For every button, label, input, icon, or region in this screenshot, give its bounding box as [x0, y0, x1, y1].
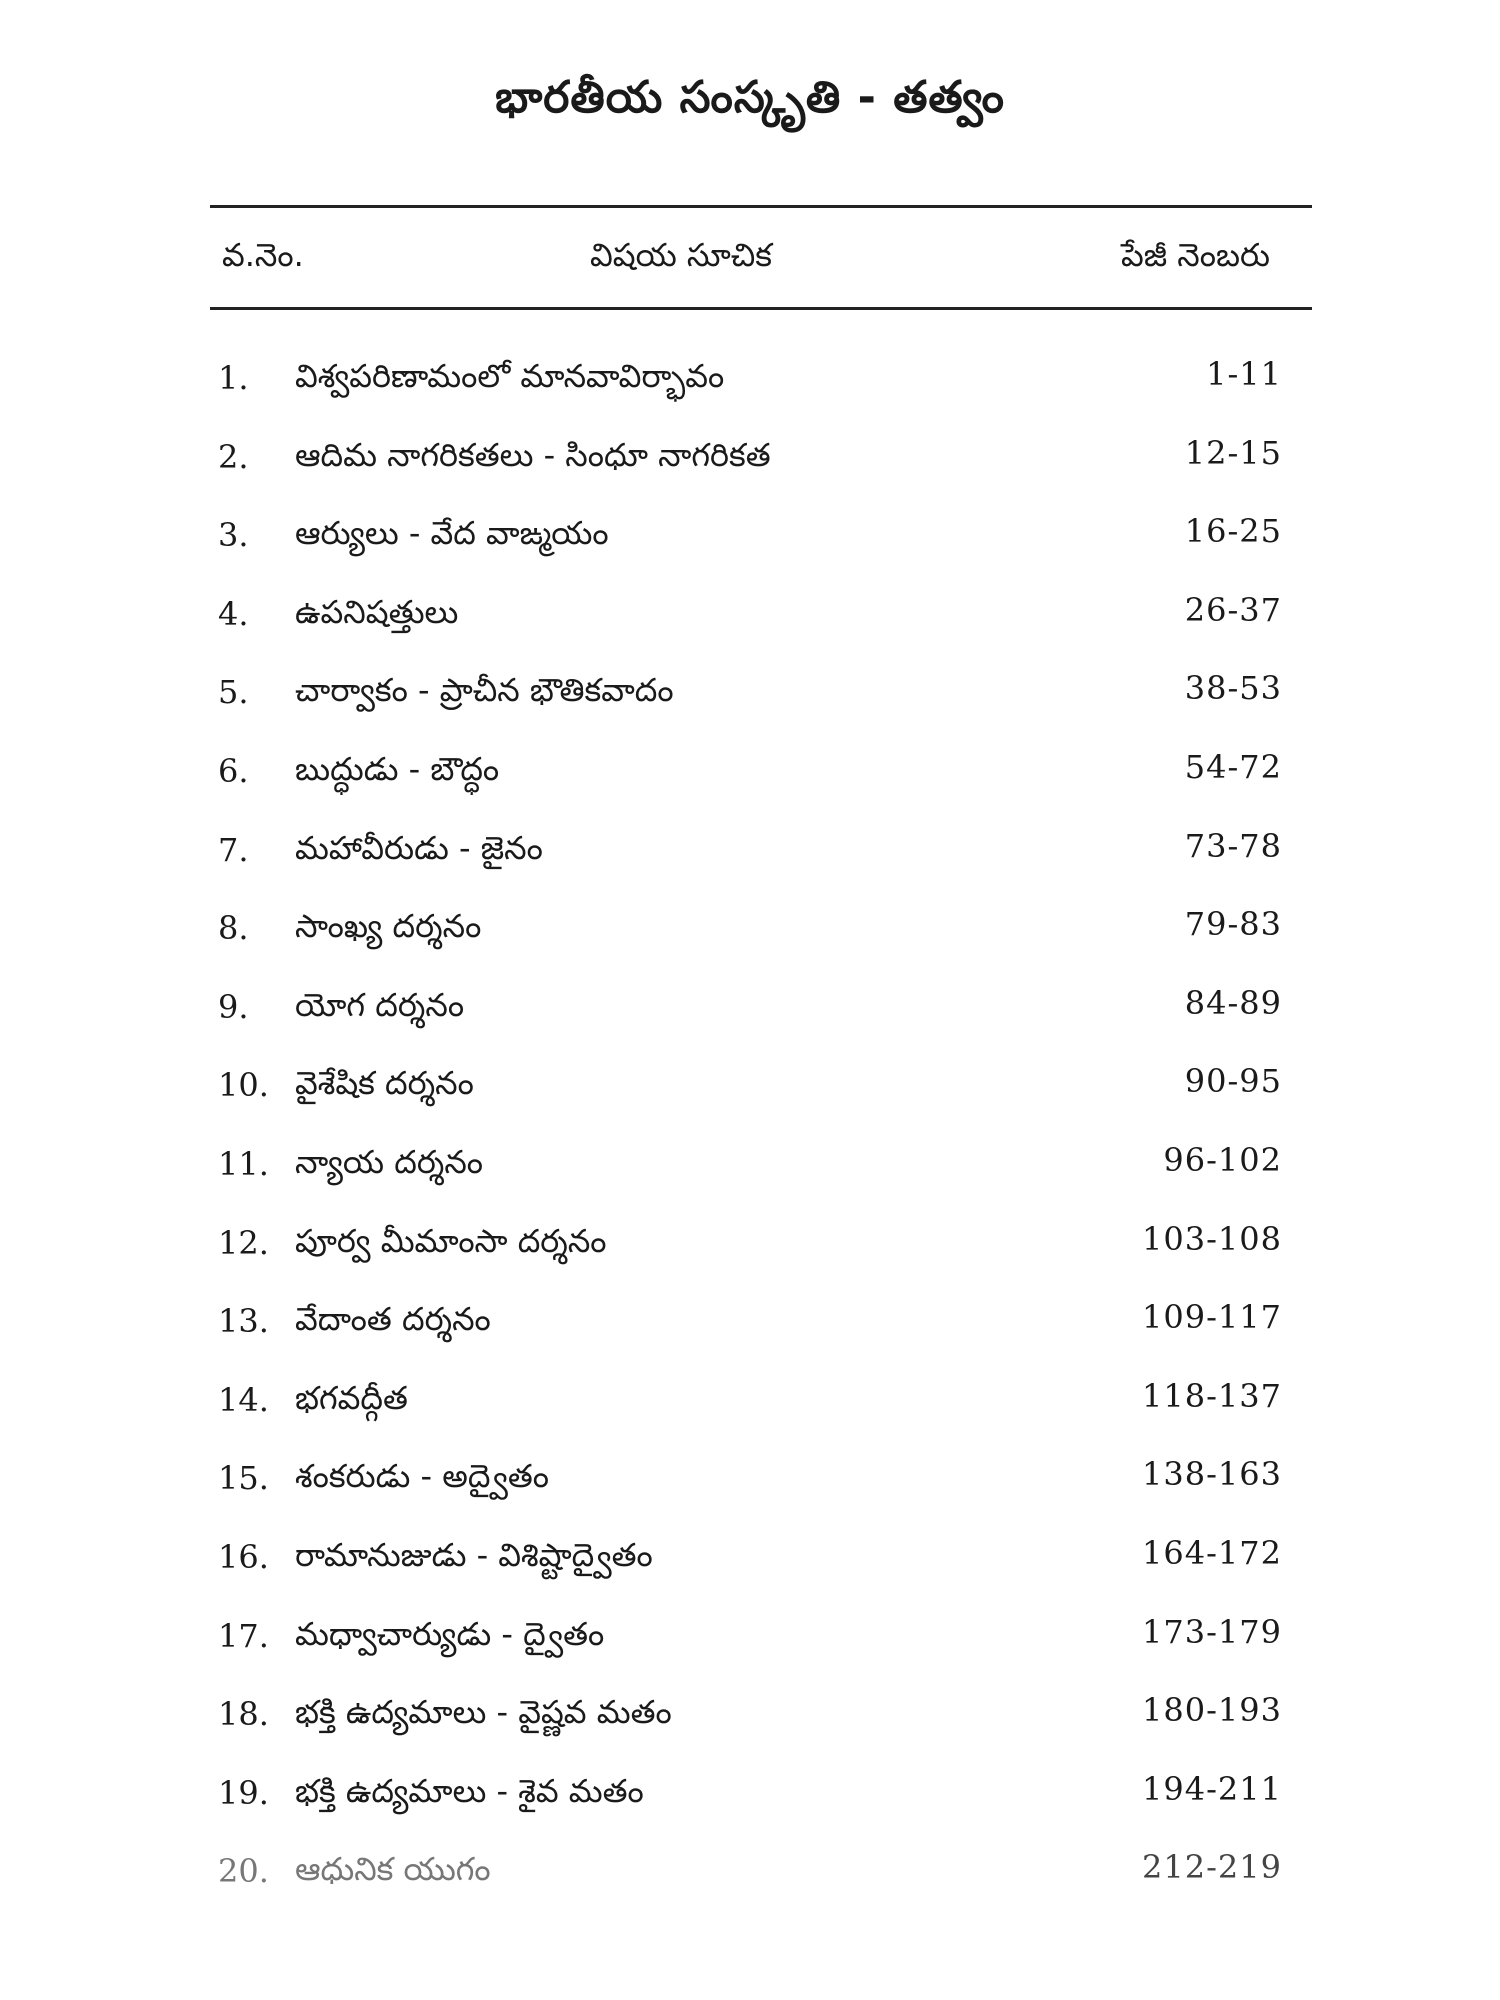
entry-topic: వేదాంత దర్శనం — [295, 1300, 491, 1339]
list-item — [0, 1131, 1500, 1210]
entry-topic: న్యాయ దర్శనం — [295, 1142, 484, 1181]
entry-number: 18. — [218, 1695, 269, 1734]
entry-topic: రామానుజుడు - విశిష్టాద్వైతం — [295, 1535, 653, 1574]
list-item — [0, 424, 1500, 503]
entry-number: 20. — [218, 1852, 269, 1891]
entry-number: 14. — [218, 1380, 269, 1419]
entry-number: 16. — [218, 1537, 269, 1576]
header-topic: విషయ సూచిక — [590, 236, 772, 274]
entry-number: 15. — [218, 1459, 269, 1498]
header-top-rule — [210, 205, 1312, 208]
list-item — [0, 1210, 1500, 1289]
entry-topic: విశ్వపరిణామంలో మానవావిర్భావం — [295, 357, 725, 395]
entry-pages: 180-193 — [1142, 1691, 1282, 1730]
entry-topic: శంకరుడు - అద్వైతం — [295, 1457, 549, 1496]
entry-number: 5. — [218, 673, 249, 712]
entry-topic: మహావీరుడు - జైనం — [295, 828, 543, 867]
entry-topic: ఉపనిషత్తులు — [295, 592, 459, 631]
entry-pages: 90-95 — [1184, 1062, 1282, 1101]
table-header — [0, 236, 1500, 286]
entry-number: 10. — [218, 1066, 269, 1105]
entry-number: 3. — [218, 516, 249, 555]
entry-topic: భక్తి ఉద్యమాలు - శైవ మతం — [295, 1771, 644, 1810]
list-item — [0, 738, 1500, 817]
list-item — [0, 1367, 1500, 1446]
entry-pages: 103-108 — [1142, 1219, 1282, 1258]
entry-pages: 118-137 — [1142, 1376, 1282, 1415]
entry-topic: పూర్వ మీమాంసా దర్శనం — [295, 1221, 607, 1260]
list-item — [0, 1681, 1500, 1760]
entry-pages: 194-211 — [1142, 1769, 1282, 1808]
header-bottom-rule — [210, 307, 1312, 310]
list-item — [0, 502, 1500, 581]
entry-pages: 138-163 — [1142, 1455, 1282, 1494]
list-item — [0, 659, 1500, 738]
entry-topic: భగవద్గీత — [295, 1378, 408, 1417]
list-item — [0, 974, 1500, 1053]
entry-pages: 12-15 — [1184, 433, 1282, 472]
list-item — [0, 1603, 1500, 1682]
page-title: భారతీయ సంస్కృతి - తత్వం — [495, 72, 1005, 123]
entry-pages: 1-11 — [1206, 355, 1282, 393]
entry-pages: 164-172 — [1142, 1533, 1282, 1572]
list-item — [0, 345, 1500, 424]
entry-pages: 73-78 — [1184, 826, 1282, 865]
entry-number: 13. — [218, 1302, 269, 1341]
entry-pages: 173-179 — [1142, 1612, 1282, 1651]
entry-pages: 212-219 — [1142, 1848, 1282, 1887]
entry-number: 6. — [218, 751, 249, 790]
entry-number: 7. — [218, 830, 249, 869]
entry-topic: యోగ దర్శనం — [295, 985, 465, 1024]
entry-number: 8. — [218, 909, 249, 948]
entry-topic: చార్వాకం - ప్రాచీన భౌతికవాదం — [295, 671, 674, 710]
list-item — [0, 1838, 1500, 1917]
entry-topic: మధ్వాచార్యుడు - ద్వైతం — [295, 1614, 605, 1653]
list-item — [0, 1445, 1500, 1524]
entry-number: 1. — [218, 359, 249, 397]
list-item — [0, 1760, 1500, 1839]
list-item — [0, 1288, 1500, 1367]
list-item — [0, 895, 1500, 974]
header-number: వ.నెం. — [222, 236, 304, 274]
entry-number: 19. — [218, 1773, 269, 1812]
entry-pages: 26-37 — [1184, 590, 1282, 629]
entry-pages: 54-72 — [1184, 747, 1282, 786]
header-page: పేజీ నెంబరు — [1120, 236, 1270, 274]
entry-topic: ఆధునిక యుగం — [295, 1850, 491, 1889]
entry-topic: సాంఖ్య దర్శనం — [295, 907, 482, 946]
entry-number: 4. — [218, 594, 249, 633]
entry-pages: 16-25 — [1184, 512, 1282, 551]
contents-list — [0, 345, 1500, 1917]
entry-pages: 96-102 — [1163, 1140, 1282, 1179]
entry-pages: 109-117 — [1142, 1298, 1282, 1337]
entry-pages: 79-83 — [1184, 905, 1282, 944]
entry-number: 17. — [218, 1616, 269, 1655]
entry-number: 2. — [218, 437, 249, 476]
entry-number: 12. — [218, 1223, 269, 1262]
entry-topic: బుద్ధుడు - బౌద్ధం — [295, 749, 500, 788]
list-item — [0, 581, 1500, 660]
entry-pages: 38-53 — [1184, 669, 1282, 708]
entry-topic: భక్తి ఉద్యమాలు - వైష్ణవ మతం — [295, 1693, 672, 1732]
list-item — [0, 817, 1500, 896]
entry-topic: ఆర్యులు - వేద వాఙ్మయం — [295, 514, 609, 553]
entry-number: 11. — [218, 1144, 269, 1183]
entry-topic: ఆదిమ నాగరికతలు - సింధూ నాగరికత — [295, 435, 771, 474]
list-item — [0, 1052, 1500, 1131]
list-item — [0, 1524, 1500, 1603]
entry-number: 9. — [218, 987, 249, 1026]
entry-topic: వైశేషిక దర్శనం — [295, 1064, 474, 1103]
entry-pages: 84-89 — [1184, 983, 1282, 1022]
